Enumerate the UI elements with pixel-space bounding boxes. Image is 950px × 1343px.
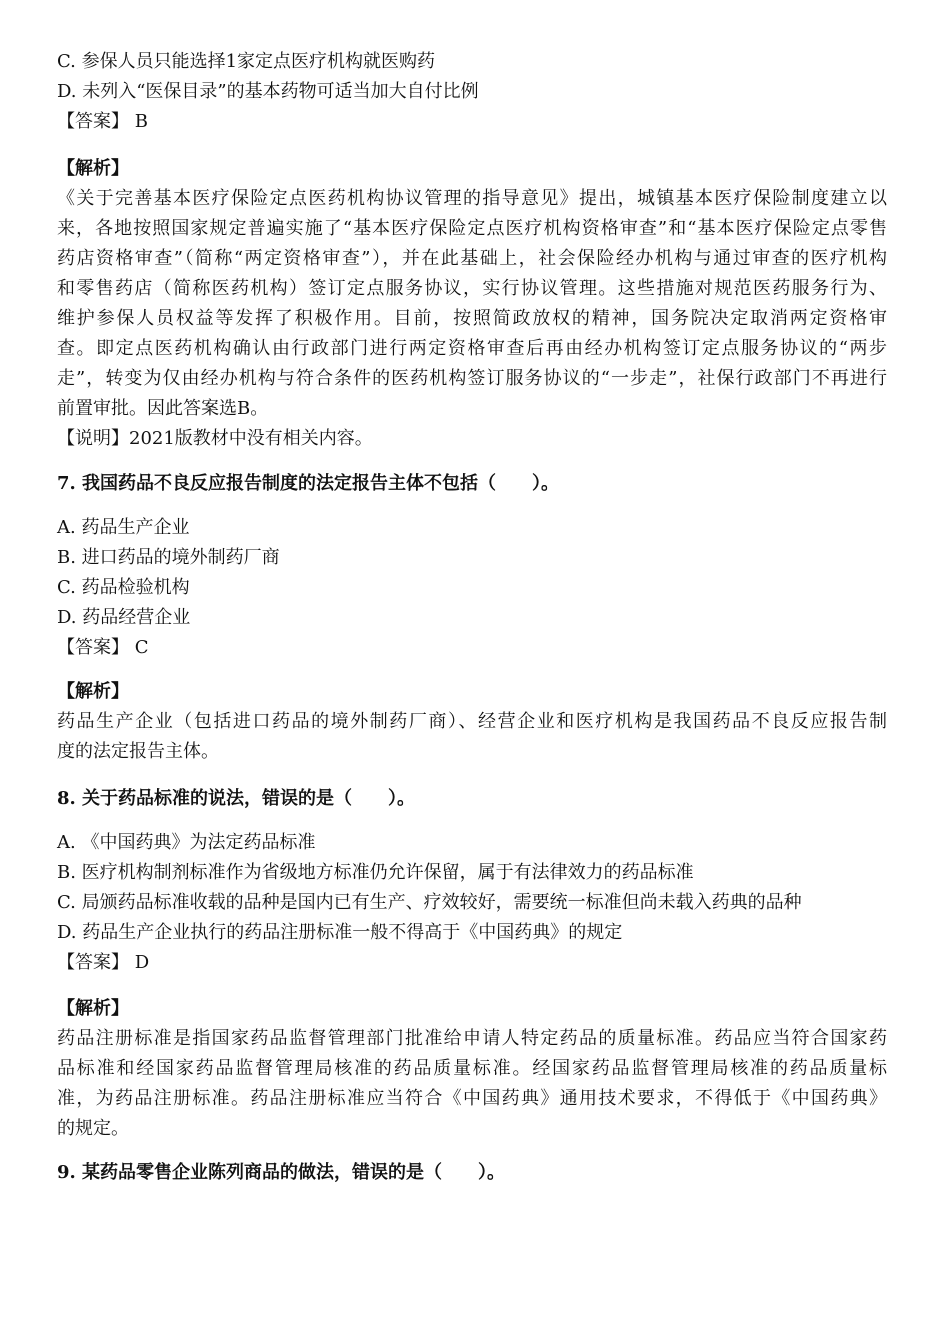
q7-option-a: A. 药品生产企业: [57, 517, 190, 538]
q8-answer: 【答案】 D: [57, 952, 150, 973]
q6-analysis-line: 和零售药店（简称医药机构）签订定点服务协议，实行协议管理。这些措施对规范医药服务行为、: [57, 278, 887, 299]
q8-question: 8. 关于药品标准的说法，错误的是（ ）。: [57, 788, 416, 809]
q8-analysis-line: 品标准和经国家药品监督管理局核准的药品质量标准。经国家药品监督管理局核准的药品质量标: [57, 1058, 887, 1079]
q6-analysis-line: 前置审批。因此答案选B。: [57, 398, 269, 419]
q8-option-b: B. 医疗机构制剂标准作为省级地方标准仍允许保留，属于有法律效力的药品标准: [57, 862, 694, 883]
q6-analysis-line: 维护参保人员权益等发挥了积极作用。目前，按照简政放权的精神，国务院决定取消两定资格审: [57, 308, 887, 329]
q6-analysis-title: 【解析】: [57, 158, 129, 179]
q7-answer: 【答案】 C: [57, 637, 149, 658]
q8-analysis-line: 药品注册标准是指国家药品监督管理部门批准给申请人特定药品的质量标准。药品应当符合国家药: [57, 1028, 887, 1049]
q6-option-c: C. 参保人员只能选择1家定点医疗机构就医购药: [57, 51, 436, 72]
q6-answer: 【答案】 B: [57, 111, 148, 132]
q7-analysis-line: 药品生产企业（包括进口药品的境外制药厂商）、经营企业和医疗机构是我国药品不良反应报告制: [57, 711, 887, 732]
q9-question: 9. 某药品零售企业陈列商品的做法，错误的是（ ）。: [57, 1162, 506, 1183]
q6-analysis-line: 走”，转变为仅由经办机构与符合条件的医药机构签订服务协议的“一步走”，社保行政部门不再进行: [57, 368, 887, 389]
q8-analysis-line: 准，为药品注册标准。药品注册标准应当符合《中国药典》通用技术要求，不得低于《中国药典》: [57, 1088, 887, 1109]
q7-option-b: B. 进口药品的境外制药厂商: [57, 547, 280, 568]
q6-note: 【说明】2021版教材中没有相关内容。: [57, 428, 373, 449]
q8-option-a: A. 《中国药典》为法定药品标准: [57, 832, 316, 853]
q8-analysis-line: 的规定。: [57, 1118, 129, 1139]
q6-analysis-line: 来，各地按照国家规定普遍实施了“基本医疗保险定点医疗机构资格审查”和“基本医疗保险定点零售: [57, 218, 887, 239]
q7-analysis-line: 度的法定报告主体。: [57, 741, 219, 762]
q8-option-d: D. 药品生产企业执行的药品注册标准一般不得高于《中国药典》的规定: [57, 922, 623, 943]
q7-option-c: C. 药品检验机构: [57, 577, 190, 598]
q8-analysis-title: 【解析】: [57, 998, 129, 1019]
q6-option-d: D. 未列入“医保目录”的基本药物可适当加大自付比例: [57, 81, 479, 102]
q7-question: 7. 我国药品不良反应报告制度的法定报告主体不包括（ ）。: [57, 473, 560, 494]
q6-analysis-line: 查。即定点医药机构确认由行政部门进行两定资格审查后再由经办机构签订定点服务协议的“两步: [57, 338, 887, 359]
q6-analysis-line: 《关于完善基本医疗保险定点医药机构协议管理的指导意见》提出，城镇基本医疗保险制度建立以: [57, 188, 887, 209]
q6-analysis-line: 药店资格审查”（简称“两定资格审查”），并在此基础上，社会保险经办机构与通过审查的医疗机构: [57, 248, 887, 269]
q8-option-c: C. 局颁药品标准收载的品种是国内已有生产、疗效较好，需要统一标准但尚未载入药典的品种: [57, 892, 802, 913]
q7-option-d: D. 药品经营企业: [57, 607, 191, 628]
q7-analysis-title: 【解析】: [57, 681, 129, 702]
